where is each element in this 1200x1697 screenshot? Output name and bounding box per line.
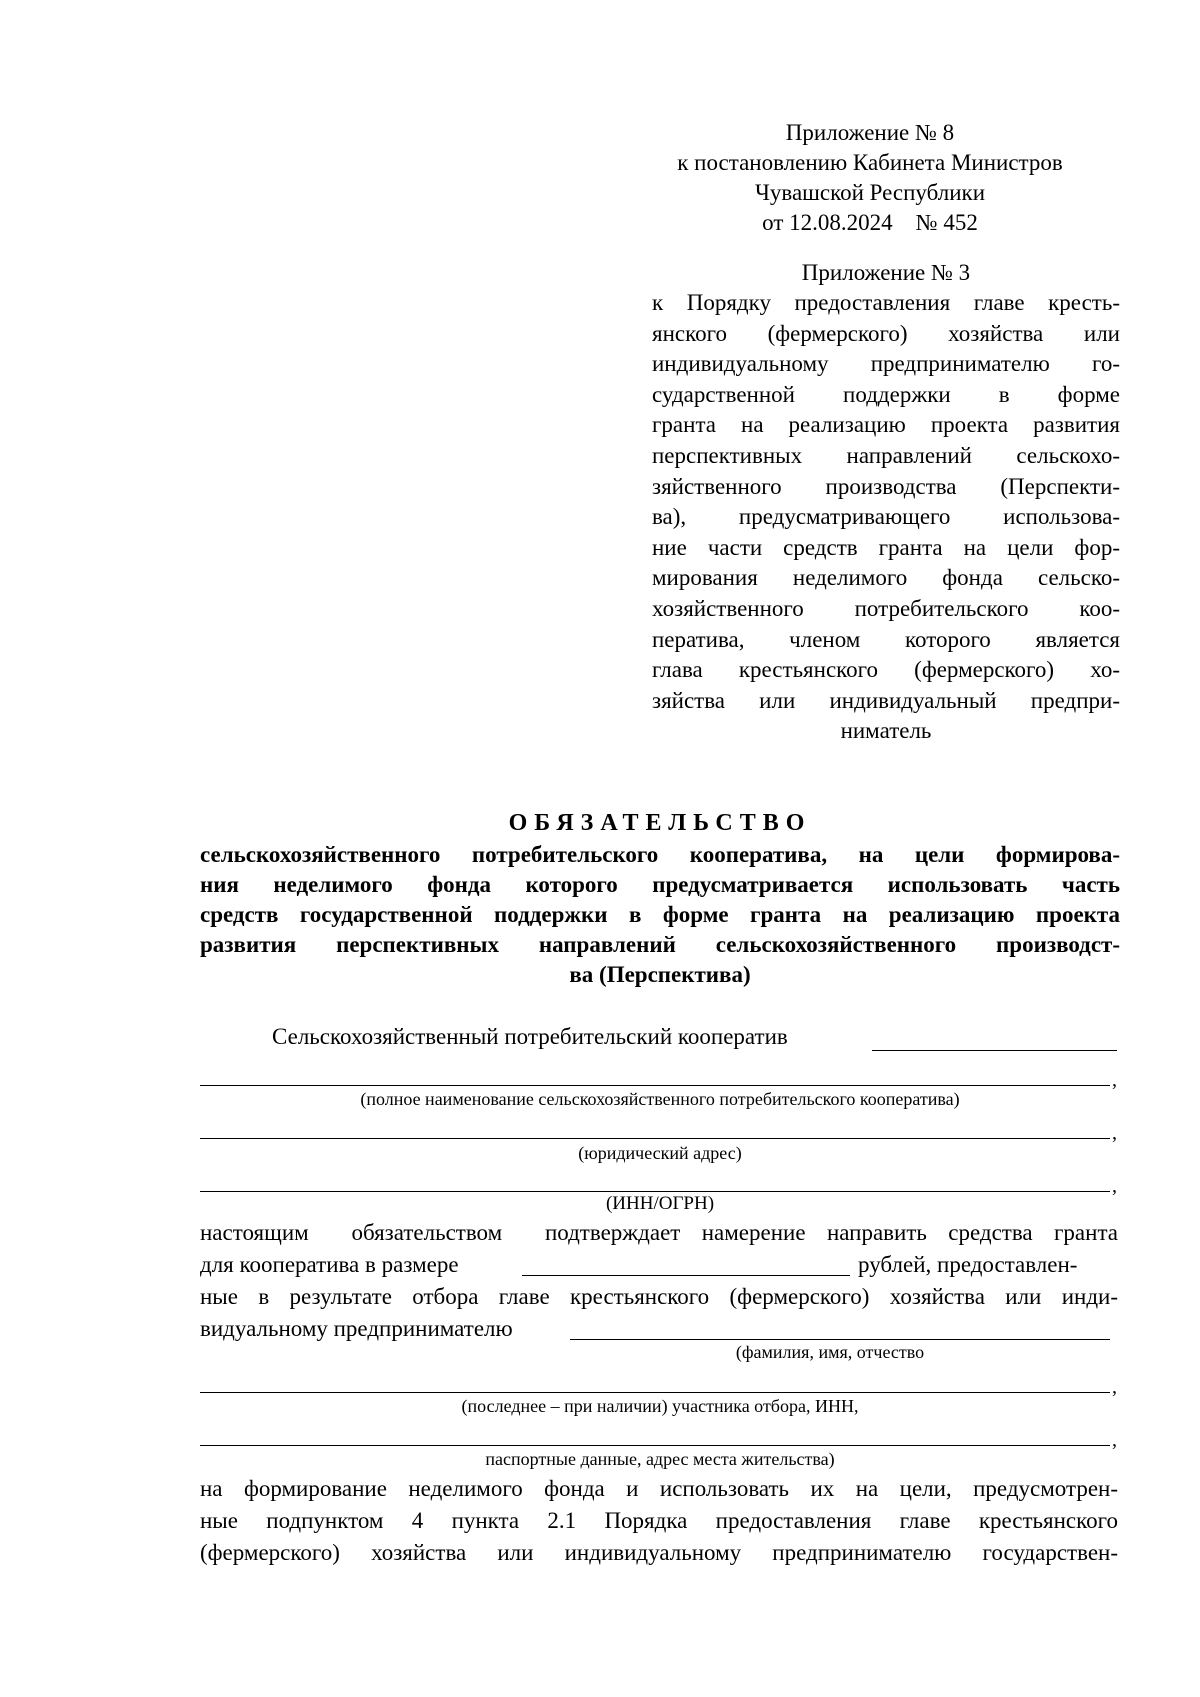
order-line: перспективных направлений сельскохо- [652,442,1120,468]
comma: , [1112,1175,1117,1197]
order-line: гранта на реализацию проекта развития [652,412,1120,438]
document-subtitle [200,840,1120,990]
subtitle-line: ва (Перспектива) [569,962,751,987]
caption-fio-2: (последнее – при наличии) участника отбора, ИНН, [461,1396,859,1416]
order-line: ва), предусматривающего использова- [652,504,1120,530]
appendix-3-block [652,258,1120,288]
paragraph-1-line: рублей, предоставлен- [858,1252,1078,1277]
order-line: зяйства или индивидуальный предпри- [652,687,1120,713]
paragraph-2-line: на формирование неделимого фонда и использовать их на цели, предусмотрен- [200,1476,1118,1501]
farmer-name-field[interactable] [570,1339,1110,1340]
caption-legal-address: (юридический адрес) [578,1143,742,1163]
cooperative-name-field-2[interactable] [200,1085,1110,1086]
subtitle-line: сельскохозяйственного потребительского кооператива, на цели формирова- [200,842,1120,867]
appendix-3-order-text [652,288,1120,747]
comma: , [1112,1069,1117,1091]
subtitle-line: ния неделимого фонда которого предусматривается использовать часть [200,872,1120,897]
caption-passport: паспортные данные, адрес места жительства) [485,1449,835,1469]
caption-cooperative-name: (полное наименование сельскохозяйственного потребительского кооператива) [360,1089,960,1109]
comma: , [1112,1429,1117,1451]
appendix-8-decree: к постановлению Кабинета Министров [677,150,1063,175]
paragraph-1-line: настоящим обязательством подтверждает намерение направить средства гранта [200,1220,1118,1245]
subtitle-line: развития перспективных направлений сельскохозяйственного производст- [200,932,1120,957]
order-line: ператива, членом которого является [652,626,1120,652]
cooperative-name-field[interactable] [872,1050,1117,1051]
order-line: сударственной поддержки в форме [652,381,1120,407]
order-line: ниматель [840,718,932,744]
paragraph-1-line: для кооператива в размере [200,1252,459,1277]
farmer-details-field[interactable] [200,1392,1110,1393]
order-line: мирования неделимого фонда сельско- [652,565,1120,591]
order-line: ние части средств гранта на цели фор- [652,534,1120,560]
cooperative-intro: Сельскохозяйственный потребительский кооператив [272,1024,788,1049]
order-line: янского (фермерского) хозяйства или [652,320,1120,346]
document-title: ОБЯЗАТЕЛЬСТВО [508,810,812,836]
comma: , [1112,1122,1117,1144]
paragraph-1-line: видуальному предпринимателю [200,1316,513,1341]
order-line: глава крестьянского (фермерского) хо- [652,657,1120,683]
passport-details-field[interactable] [200,1445,1110,1446]
appendix-3-title: Приложение № 3 [801,260,971,285]
order-line: индивидуальному предпринимателю го- [652,351,1120,377]
paragraph-2-line: ные подпунктом 4 пункта 2.1 Порядка предоставления главе крестьянского [200,1508,1118,1533]
appendix-8-block [620,118,1120,238]
appendix-8-title: Приложение № 8 [785,120,955,145]
grant-amount-field[interactable] [522,1275,850,1276]
paragraph-2-line: (фермерского) хозяйства или индивидуальному предпринимателю государствен- [200,1540,1118,1565]
appendix-8-date-number: от 12.08.2024 № 452 [762,210,978,235]
subtitle-line: средств государственной поддержки в форме гранта на реализацию проекта [200,902,1120,927]
paragraph-1-line: ные в результате отбора главе крестьянского (фермерского) хозяйства или инди- [200,1284,1118,1309]
comma: , [1112,1376,1117,1398]
legal-address-field[interactable] [200,1138,1110,1139]
order-line: зяйственного производства (Перспекти- [652,473,1120,499]
order-line: хозяйственного потребительского коо- [652,595,1120,621]
caption-inn-ogrn: (ИНН/ОГРН) [605,1193,715,1214]
inn-ogrn-field[interactable] [200,1191,1110,1192]
order-line: к Порядку предоставления главе кресть- [652,290,1120,315]
caption-fio: (фамилия, имя, отчество [735,1342,925,1362]
appendix-8-republic: Чувашской Республики [754,180,986,205]
